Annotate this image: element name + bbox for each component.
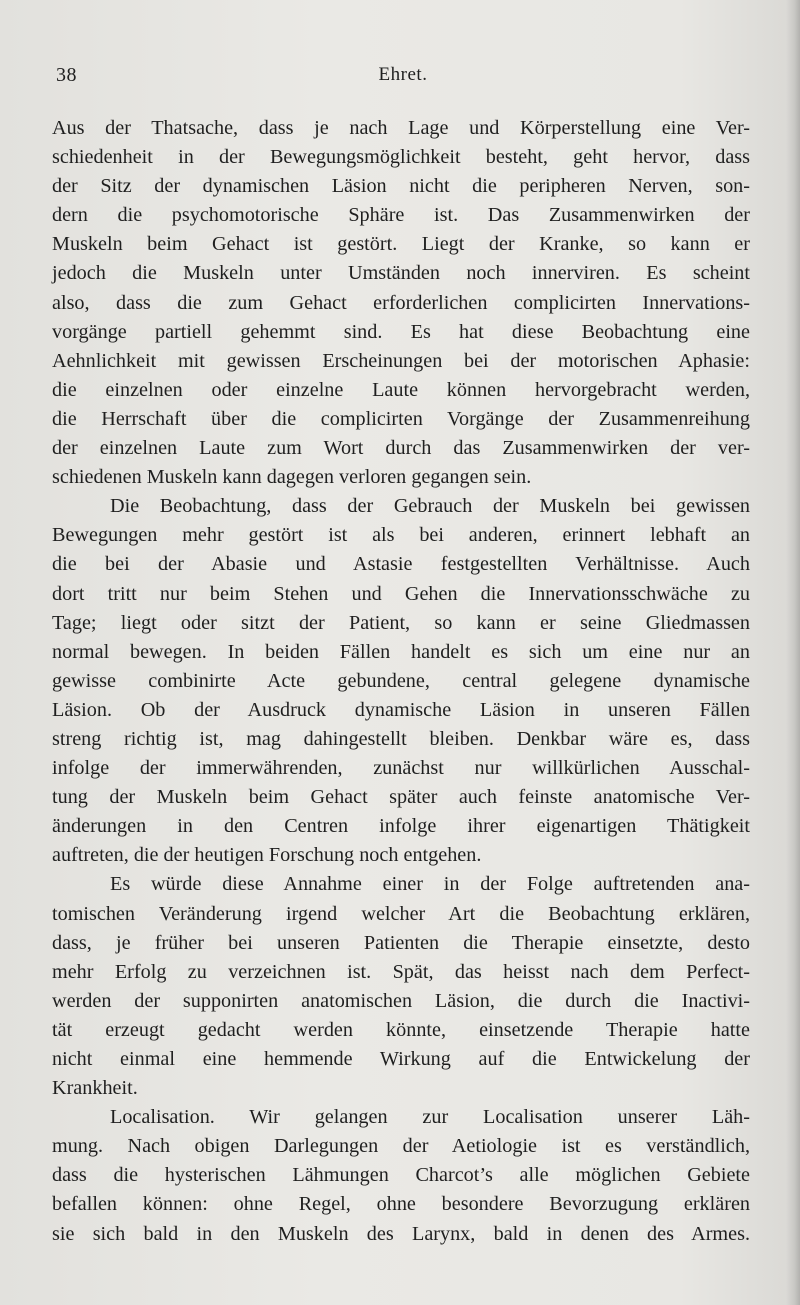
text-line: Bewegungen mehr gestört ist als bei anderen, erinnert lebhaft an (52, 524, 750, 547)
text-line: mung. Nach obigen Darlegungen der Aetiologie ist es verständlich, (52, 1135, 750, 1158)
text-line: der Sitz der dynamischen Läsion nicht die peripheren Nerven, son- (52, 175, 750, 198)
text-line: schiedenheit in der Bewegungsmöglichkeit besteht, geht hervor, dass (52, 146, 750, 169)
text-line: dass, je früher bei unseren Patienten die Therapie einsetzte, desto (52, 931, 750, 954)
text-line: infolge der immerwährenden, zunächst nur willkürlichen Ausschal- (52, 757, 750, 780)
text-line: jedoch die Muskeln unter Umständen noch innerviren. Es scheint (52, 262, 750, 285)
text-line: werden der supponirten anatomischen Läsion, die durch die Inactivi- (52, 989, 750, 1012)
text-line: auftreten, die der heutigen Forschung noch entgehen. (52, 844, 482, 867)
paragraph-4 (52, 1103, 750, 1248)
text-line: Krankheit. (52, 1077, 138, 1100)
text-line: Muskeln beim Gehact ist gestört. Liegt der Kranke, so kann er (52, 233, 750, 256)
paragraph-2 (52, 492, 750, 870)
page-edge-shadow (786, 0, 800, 1305)
text-line: die bei der Abasie und Astasie festgestellten Verhältnisse. Auch (52, 553, 750, 576)
text-line: tät erzeugt gedacht werden könnte, einsetzende Therapie hatte (52, 1018, 750, 1041)
paragraph-1 (52, 114, 750, 492)
text-line: befallen können: ohne Regel, ohne besondere Bevorzugung erklären (52, 1193, 750, 1216)
text-line: Aehnlichkeit mit gewissen Erscheinungen bei der motorischen Aphasie: (52, 349, 750, 372)
running-head: Ehret. (378, 64, 428, 85)
text-line: Es würde diese Annahme einer in der Folge auftretenden ana- (110, 873, 750, 896)
text-line: dort tritt nur beim Stehen und Gehen die Innervationsschwäche zu (52, 582, 750, 605)
text-line: sie sich bald in den Muskeln des Larynx, bald in denen des Armes. (52, 1222, 750, 1245)
text-line: Localisation. Wir gelangen zur Localisation unserer Läh- (110, 1106, 750, 1129)
text-line: schiedenen Muskeln kann dagegen verloren gegangen sein. (52, 466, 532, 489)
text-line: also, dass die zum Gehact erforderlichen complicirten Innervations- (52, 291, 750, 314)
text-line: die Herrschaft über die complicirten Vorgänge der Zusammenreihung (52, 407, 750, 430)
page-header (56, 64, 750, 94)
text-line: der einzelnen Laute zum Wort durch das Zusammenwirken der ver- (52, 437, 750, 460)
body-text (52, 114, 750, 1249)
text-line: dass die hysterischen Lähmungen Charcot’s alle möglichen Gebiete (52, 1164, 750, 1187)
text-line: die einzelnen oder einzelne Laute können hervorgebracht werden, (52, 378, 750, 401)
text-line: Tage; liegt oder sitzt der Patient, so kann er seine Gliedmassen (52, 611, 750, 634)
page-number: 38 (56, 64, 77, 86)
text-line: tung der Muskeln beim Gehact später auch feinste anatomische Ver- (52, 786, 750, 809)
text-line: vorgänge partiell gehemmt sind. Es hat diese Beobachtung eine (52, 320, 750, 343)
paragraph-3 (52, 870, 750, 1103)
text-line: tomischen Veränderung irgend welcher Art die Beobachtung erklären, (52, 902, 750, 925)
text-line: nicht einmal eine hemmende Wirkung auf die Entwickelung der (52, 1048, 750, 1070)
text-line: Die Beobachtung, dass der Gebrauch der Muskeln bei gewissen (110, 495, 750, 518)
text-line: mehr Erfolg zu verzeichnen ist. Spät, das heisst nach dem Perfect- (52, 960, 750, 983)
text-line: änderungen in den Centren infolge ihrer eigenartigen Thätigkeit (52, 815, 750, 838)
text-line: normal bewegen. In beiden Fällen handelt es sich um eine nur an (52, 640, 750, 663)
text-line: dern die psychomotorische Sphäre ist. Das Zusammenwirken der (52, 204, 750, 227)
text-line: gewisse combinirte Acte gebundene, central gelegene dynamische (52, 669, 750, 692)
text-line: Aus der Thatsache, dass je nach Lage und Körperstellung eine Ver- (52, 117, 750, 139)
text-line: streng richtig ist, mag dahingestellt bleiben. Denkbar wäre es, dass (52, 727, 750, 750)
text-line: Läsion. Ob der Ausdruck dynamische Läsion in unseren Fällen (52, 698, 750, 721)
